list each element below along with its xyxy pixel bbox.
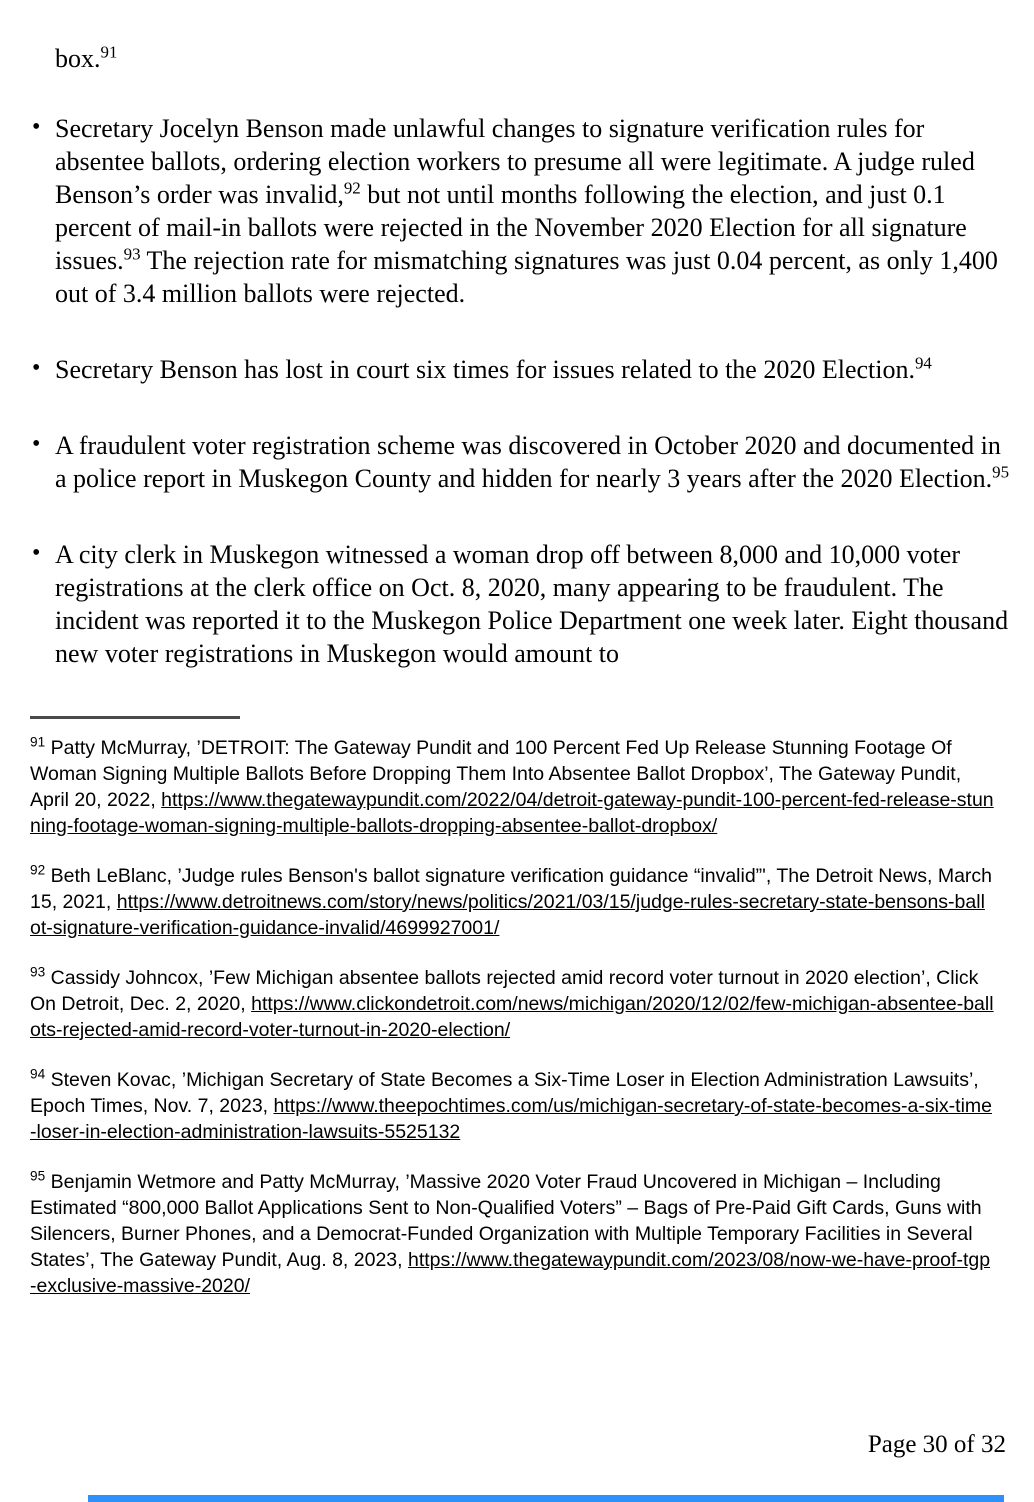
- footnote-95: [30, 1169, 995, 1299]
- bullet-text: A city clerk in Muskegon witnessed a woman drop off between 8,000 and 10,000 voter registrations at the clerk office on Oct. 8, 2020, many appearing to be fraudulent. The incident was reported it to the Muskegon Police Department one week later. Eight thousand new voter registrations in Muskegon would amount to: [55, 540, 1009, 668]
- bullet-benson-court-losses: [30, 353, 1010, 386]
- footnote-text: Beth LeBlanc, ’Judge rules Benson's ballot signature verification guidance “invalid”', The Detroit News, March 15, 2021,: [30, 865, 993, 913]
- footnote-number: 91: [30, 734, 46, 750]
- footnote-number: 95: [30, 1168, 46, 1184]
- footnote-text: Benjamin Wetmore and Patty McMurray, ’Massive 2020 Voter Fraud Uncovered in Michigan – Including Estimated “800,000 Ballot Applications Sent to Non-Qualified Voters” – Bags of Pre-Paid Gift Cards, Guns with Silencers, Burner Phones, and a Democrat-Funded Organization with Multiple Temporary Facilities in Several States’, The Gateway Pundit, Aug. 8, 2023,: [30, 1171, 982, 1271]
- footnote-ref-94: 94: [914, 353, 932, 373]
- footnotes-section: [30, 735, 995, 1299]
- footnote-number: 94: [30, 1066, 46, 1082]
- footnote-92: [30, 863, 995, 941]
- footnote-91: [30, 735, 995, 839]
- footnote-link[interactable]: https://www.clickondetroit.com/news/michigan/2020/12/02/few-michigan-absentee-ballots-rejected-amid-record-voter-turnout-in-2020-election/: [30, 993, 994, 1041]
- footnote-link[interactable]: https://www.thegatewaypundit.com/2022/04/detroit-gateway-pundit-100-percent-fed-release-stunning-footage-woman-signing-multiple-ballots-dropping-absentee-ballot-dropbox/: [30, 789, 994, 837]
- footnote-ref-95: 95: [992, 462, 1010, 482]
- footnote-number: 92: [30, 862, 46, 878]
- bullet-text: but not until months following the election, and just 0.1 percent of mail-in ballots were rejected in the November 2020 Election for all signature issues.: [55, 180, 967, 275]
- footnote-ref-93: 93: [123, 244, 141, 264]
- bullet-text: A fraudulent voter registration scheme was discovered in October 2020 and documented in a police report in Muskegon County and hidden for nearly 3 years after the 2020 Election.: [55, 431, 1001, 493]
- bullet-muskegon-clerk: [30, 538, 1010, 670]
- page-number: Page 30 of 32: [867, 1431, 1006, 1458]
- bullet-signature-verification: [30, 112, 1010, 310]
- footnote-text: Patty McMurray, ’DETROIT: The Gateway Pundit and 100 Percent Fed Up Release Stunning Footage Of Woman Signing Multiple Ballots Before Dropping Them Into Absentee Ballot Dropbox’, The Gateway Pundit, April 20, 2022,: [30, 737, 962, 811]
- bottom-accent-bar: [88, 1495, 1004, 1502]
- paragraph-box-continuation: [55, 42, 1004, 75]
- footnote-link[interactable]: https://www.theepochtimes.com/us/michigan-secretary-of-state-becomes-a-six-time-loser-in-election-administration-lawsuits-5525132: [30, 1095, 993, 1143]
- footnote-number: 93: [30, 964, 46, 980]
- bullet-text: The rejection rate for mismatching signatures was just 0.04 percent, as only 1,400 out of 3.4 million ballots were rejected.: [55, 246, 998, 308]
- footnote-text: Cassidy Johncox, ’Few Michigan absentee ballots rejected amid record voter turnout in 2020 election’, Click On Detroit, Dec. 2, 2020,: [30, 967, 979, 1015]
- bullet-list: [30, 112, 1010, 670]
- intro-text: box.: [55, 44, 101, 73]
- bullet-text: Secretary Jocelyn Benson made unlawful changes to signature verification rules for absentee ballots, ordering election workers to presume all were legitimate. A judge ruled Benson’s order was invalid,: [55, 114, 975, 209]
- footnote-separator-rule: [30, 716, 240, 719]
- footnote-link[interactable]: https://www.thegatewaypundit.com/2023/08/now-we-have-proof-tgp-exclusive-massive-2020/: [30, 1249, 991, 1297]
- footnote-94: [30, 1067, 995, 1145]
- footnote-93: [30, 965, 995, 1043]
- footnote-text: Steven Kovac, ’Michigan Secretary of State Becomes a Six-Time Loser in Election Administration Lawsuits’, Epoch Times, Nov. 7, 2023,: [30, 1069, 979, 1117]
- footnote-link[interactable]: https://www.detroitnews.com/story/news/politics/2021/03/15/judge-rules-secretary-state-bensons-ballot-signature-verification-guidance-invalid/4699927001/: [30, 891, 985, 939]
- footnote-ref-91: 91: [100, 42, 118, 62]
- bullet-voter-registration-scheme: [30, 429, 1010, 495]
- bullet-text: Secretary Benson has lost in court six times for issues related to the 2020 Election.: [55, 355, 915, 384]
- footnote-ref-92: 92: [343, 178, 361, 198]
